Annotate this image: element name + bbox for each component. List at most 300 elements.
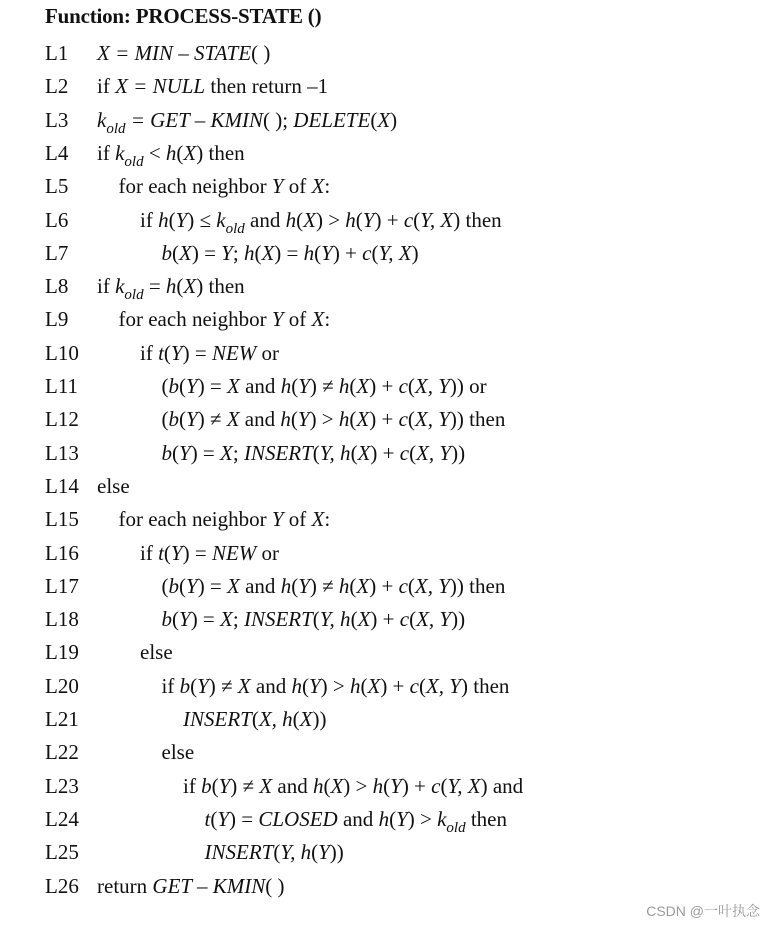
code-token: )) or [449,374,487,398]
subscript: old [106,120,126,137]
code-token: ( [163,340,171,365]
code-token: : [324,307,331,332]
line-number: L24 [45,806,79,831]
code-token: )) [329,840,344,865]
line-code [183,770,523,802]
code-token: X [220,440,233,465]
code-token: X [357,440,371,465]
code-token: ( [211,773,219,798]
code-token: INSERT [183,707,252,731]
code-token: then return –1 [205,74,329,99]
code-token: ) + [374,207,404,232]
line-code [119,303,331,335]
code-token: h [312,773,324,798]
code-token: h [338,374,350,398]
function-title: Function: PROCESS-STATE () [45,4,322,28]
code-token: X [303,207,316,232]
line-number: L1 [45,41,69,65]
code-token: ) > [343,773,373,798]
code-token: Y, X [447,773,481,798]
code-token: Y [390,773,402,798]
code-token: X [377,107,391,132]
code-token: X, Y [416,440,452,465]
line-number: L9 [45,307,69,332]
line-number: L7 [45,240,69,265]
code-token: ( [312,607,320,632]
code-token: X [179,240,192,265]
code-token: of [283,174,312,199]
code-token: ) then [196,140,245,165]
code-token: ( ) [265,873,285,898]
code-token: ) = [190,440,221,465]
code-token: c [398,407,408,432]
code-token: Y [170,340,183,365]
code-token: ( [440,773,448,798]
code-token: ) + [370,607,400,632]
code-token: ) = [182,340,212,365]
line-number: L17 [45,573,79,598]
line-code [97,870,284,902]
code-token: ) and [480,773,524,798]
code-token: Y [186,407,198,432]
code-token: ( [176,140,184,165]
code-token: Y [362,207,375,232]
code-token: b [161,607,172,632]
code-token: NEW [211,540,257,565]
code-token: and [244,207,286,232]
line-code [140,537,279,569]
line-number: L15 [45,507,79,532]
code-token: Y [186,573,198,598]
line-number: L20 [45,673,79,698]
code-token: Y [298,374,310,398]
code-token: X [330,773,344,798]
code-token: ( [349,374,357,398]
code-token: ) [411,240,419,265]
code-token: b [161,240,172,265]
line-code [162,237,419,269]
line-code [162,736,195,768]
code-token: Y [170,540,183,565]
code-token: ) ≠ [309,374,339,398]
code-token: X [226,407,240,432]
code-token: Y [321,240,333,265]
code-token: h [280,407,291,432]
line-code [97,70,328,102]
code-token: ) = [229,806,259,831]
code-token: h [338,407,350,432]
code-token: ) then [453,207,502,232]
code-token: ( [163,540,171,565]
code-token: ( [190,673,198,698]
code-token: X, Y [416,607,452,632]
code-token: X [311,174,325,199]
code-token: c [399,440,410,465]
code-token: h [280,573,292,598]
code-token: Y [218,773,231,798]
code-token: then [465,806,507,831]
code-token: else [161,740,195,765]
code-token: )) then [449,407,506,432]
code-token: X, h [258,707,293,731]
code-token: h [378,806,390,831]
code-token: c [403,207,414,232]
code-token: ) ≠ [208,673,238,698]
code-token: k [437,806,447,831]
line-number: L18 [45,607,79,632]
code-token: h [243,240,255,265]
code-token: and [239,407,281,432]
code-token: X [356,374,370,398]
code-token: X [227,573,240,598]
code-token: ( [161,407,169,432]
code-token: ( [413,207,421,232]
code-token: Y, h [280,840,312,865]
code-token: ) = [197,374,228,398]
line-code [119,503,331,535]
code-token: else [97,473,130,498]
code-token: if [140,340,159,365]
code-token: Y, h [319,440,351,465]
line-number: L12 [45,407,79,432]
code-token: ( [407,573,415,598]
code-token: ( [323,773,331,798]
code-token: ) = [274,240,304,265]
code-token: X, Y [414,573,450,598]
code-token: t [204,806,211,831]
code-token: CLOSED [258,806,338,831]
code-token: if [140,207,159,232]
line-code [162,570,506,602]
code-token: = GET – KMIN [125,107,263,132]
code-token: for each neighbor [118,174,272,199]
code-token: and [250,673,292,698]
code-token: ; [232,240,244,265]
code-token: ( ) [251,41,271,65]
code-token: Y, X [420,207,454,232]
code-token: Y [175,207,188,232]
code-token: DELETE [293,107,371,132]
code-token: Y [318,840,330,865]
code-token: )) [312,707,327,731]
code-token: X [367,673,381,698]
code-token: or [256,340,280,365]
code-token: NEW [211,340,257,365]
code-token: of [283,507,312,532]
code-token: Y [271,507,284,532]
code-token: : [324,507,331,532]
code-token: ) + [370,440,400,465]
line-number: L19 [45,640,79,665]
code-token: ) + [369,573,399,598]
line-code [162,670,510,702]
code-token: INSERT [204,840,274,865]
line-code [162,403,506,435]
code-token: ( [251,707,259,731]
code-token: ) ≤ [187,207,217,232]
code-token: c [399,607,410,632]
code-token: X [261,240,275,265]
code-token: ( [409,607,417,632]
line-number: L26 [45,873,79,898]
code-token: h [338,573,350,598]
line-code [183,703,327,735]
code-token: for each neighbor [118,307,272,332]
code-token: X [356,407,370,432]
code-token: ( [172,607,179,632]
code-token: b [201,773,212,798]
line-code [162,370,487,402]
code-token: if [97,274,116,299]
code-token: ) = [190,607,221,632]
code-token: = [143,274,166,299]
code-token: h [303,240,315,265]
code-token: c [409,673,419,698]
code-token: ( [389,806,397,831]
line-number: L8 [45,274,69,299]
code-token: X [299,707,313,731]
code-token: X, Y [414,407,450,432]
code-token: X [237,673,251,698]
code-token: ) > [407,806,438,831]
subscript: old [124,287,144,304]
code-token: X [227,374,240,398]
line-number: L21 [45,707,79,731]
code-token: if [97,74,116,99]
code-token: else [140,640,173,665]
code-token: Y [221,240,233,265]
code-token: ( [350,440,358,465]
code-token: ( [418,673,426,698]
code-token: ) > [320,673,350,698]
code-token: if [140,540,159,565]
line-number: L6 [45,207,69,232]
code-token: h [165,274,177,299]
code-token: ) + [332,240,363,265]
code-token: h [280,374,292,398]
code-token: ( [383,773,391,798]
code-token: X, Y [425,673,461,698]
code-token: ) [390,107,398,132]
code-token: ( [168,207,176,232]
code-token: ( [172,240,179,265]
code-token: h [345,207,356,232]
code-token: ) = [191,240,222,265]
code-token: ( [360,673,368,698]
code-token: Y [298,573,310,598]
code-token: X [357,607,371,632]
code-token: ) > [315,207,346,232]
code-token: h [158,207,169,232]
line-code [162,603,466,635]
code-token: ) = [197,573,228,598]
code-token: if [161,673,180,698]
code-token: X [183,140,197,165]
code-token: h [372,773,384,798]
code-token: k [115,274,125,299]
line-code [205,836,344,868]
code-token: and [239,374,281,398]
code-token: c [431,773,441,798]
code-token: ( [179,374,186,398]
code-token: return [97,873,153,898]
code-token: and [272,773,313,798]
code-token: ) ≠ [230,773,260,798]
line-number: L11 [45,374,79,398]
code-token: ( [292,707,300,731]
code-token: ) + [369,374,399,398]
line-code [119,170,331,202]
line-code [97,37,270,69]
code-token: t [158,540,164,565]
code-token: k [115,140,125,165]
code-token: ( [350,607,358,632]
code-token: ) then [461,673,510,698]
code-token: X [356,573,370,598]
code-token: c [398,374,408,398]
line-number: L5 [45,174,69,199]
code-token: ( [179,407,186,432]
code-token: ( [254,240,262,265]
line-code [140,337,279,369]
code-token: for each neighbor [118,507,272,532]
code-token: h [349,673,361,698]
code-token: if [183,773,202,798]
code-token: ( [291,374,299,398]
subscript: old [124,153,144,170]
code-token: Y [217,806,230,831]
line-code [140,636,173,668]
code-token: Y, X [378,240,412,265]
code-token: ( [355,207,363,232]
line-number: L3 [45,107,69,132]
code-token: ) ≠ [309,573,339,598]
code-token: X [311,307,325,332]
code-token: ( [407,374,415,398]
line-number: L22 [45,740,79,765]
code-token: of [283,307,312,332]
code-token: ( [349,573,357,598]
code-token: Y [179,607,191,632]
code-token: c [398,573,408,598]
code-token: ( [312,440,320,465]
code-token: ) > [309,407,339,432]
code-token: ( [273,840,281,865]
code-token: Y [308,673,321,698]
code-token: INSERT [243,440,313,465]
code-token: ( [179,573,186,598]
code-token: ( [210,806,218,831]
code-token: c [362,240,372,265]
code-token: b [168,573,179,598]
code-token: Y [271,307,284,332]
code-token: )) [451,440,466,465]
line-number: L16 [45,540,79,565]
line-number: L13 [45,440,79,465]
code-token: ) + [369,407,399,432]
code-token: )) [451,607,466,632]
line-number: L10 [45,340,79,365]
code-token: : [324,174,331,199]
code-token: ( [409,440,417,465]
code-token: Y [179,440,191,465]
line-number: L23 [45,773,79,798]
code-token: ; [232,607,244,632]
code-token: h [291,673,302,698]
code-token: h [285,207,297,232]
code-token: ; [232,440,244,465]
code-token: and [239,573,281,598]
code-token: X = MIN – STATE [97,41,252,65]
code-token: ( [296,207,304,232]
subscript: old [225,220,245,237]
code-token: Y [197,673,209,698]
code-token: and [337,806,379,831]
code-token: ) then [196,274,245,299]
code-token: b [161,440,172,465]
code-token: X [311,507,325,532]
line-number: L4 [45,140,69,165]
code-token: ) ≠ [197,407,227,432]
subscript: old [446,819,466,836]
code-token: Y [396,806,408,831]
code-token: X, Y [414,374,450,398]
code-token: ( [161,573,169,598]
code-token: k [216,207,226,232]
code-token: if [97,140,116,165]
line-number: L14 [45,473,79,498]
watermark: CSDN @一叶执念 [646,903,760,919]
code-token: ( [311,840,319,865]
code-token: X [220,607,233,632]
code-token: ( [407,407,415,432]
code-token: ( [161,374,169,398]
code-token: ( [172,440,179,465]
code-token: Y [271,174,284,199]
line-number: L25 [45,840,79,865]
code-token: or [256,540,280,565]
line-code [97,470,130,502]
code-token: b [179,673,191,698]
code-token: INSERT [243,607,313,632]
code-token: Y, h [319,607,351,632]
code-token: X [259,773,273,798]
code-token: ( [290,407,298,432]
code-token: ) + [401,773,432,798]
line-code [162,437,466,469]
line-number: L2 [45,74,69,99]
code-token: Y [297,407,310,432]
code-token: X [183,274,197,299]
code-token: ( [291,573,299,598]
code-token: k [97,107,107,132]
code-token: < [143,140,166,165]
code-token: ( [301,673,309,698]
code-token: b [168,374,179,398]
code-token: h [165,140,177,165]
code-token: ( [176,274,184,299]
code-token: ( [371,240,379,265]
code-token: GET – KMIN [152,873,266,898]
code-token: ) = [182,540,212,565]
code-token: ( ); [262,107,294,132]
code-token: ) + [380,673,410,698]
code-token: ( [370,107,378,132]
code-token: t [158,340,164,365]
code-token: Y [186,374,198,398]
code-token: )) then [449,573,506,598]
code-token: ( [314,240,322,265]
